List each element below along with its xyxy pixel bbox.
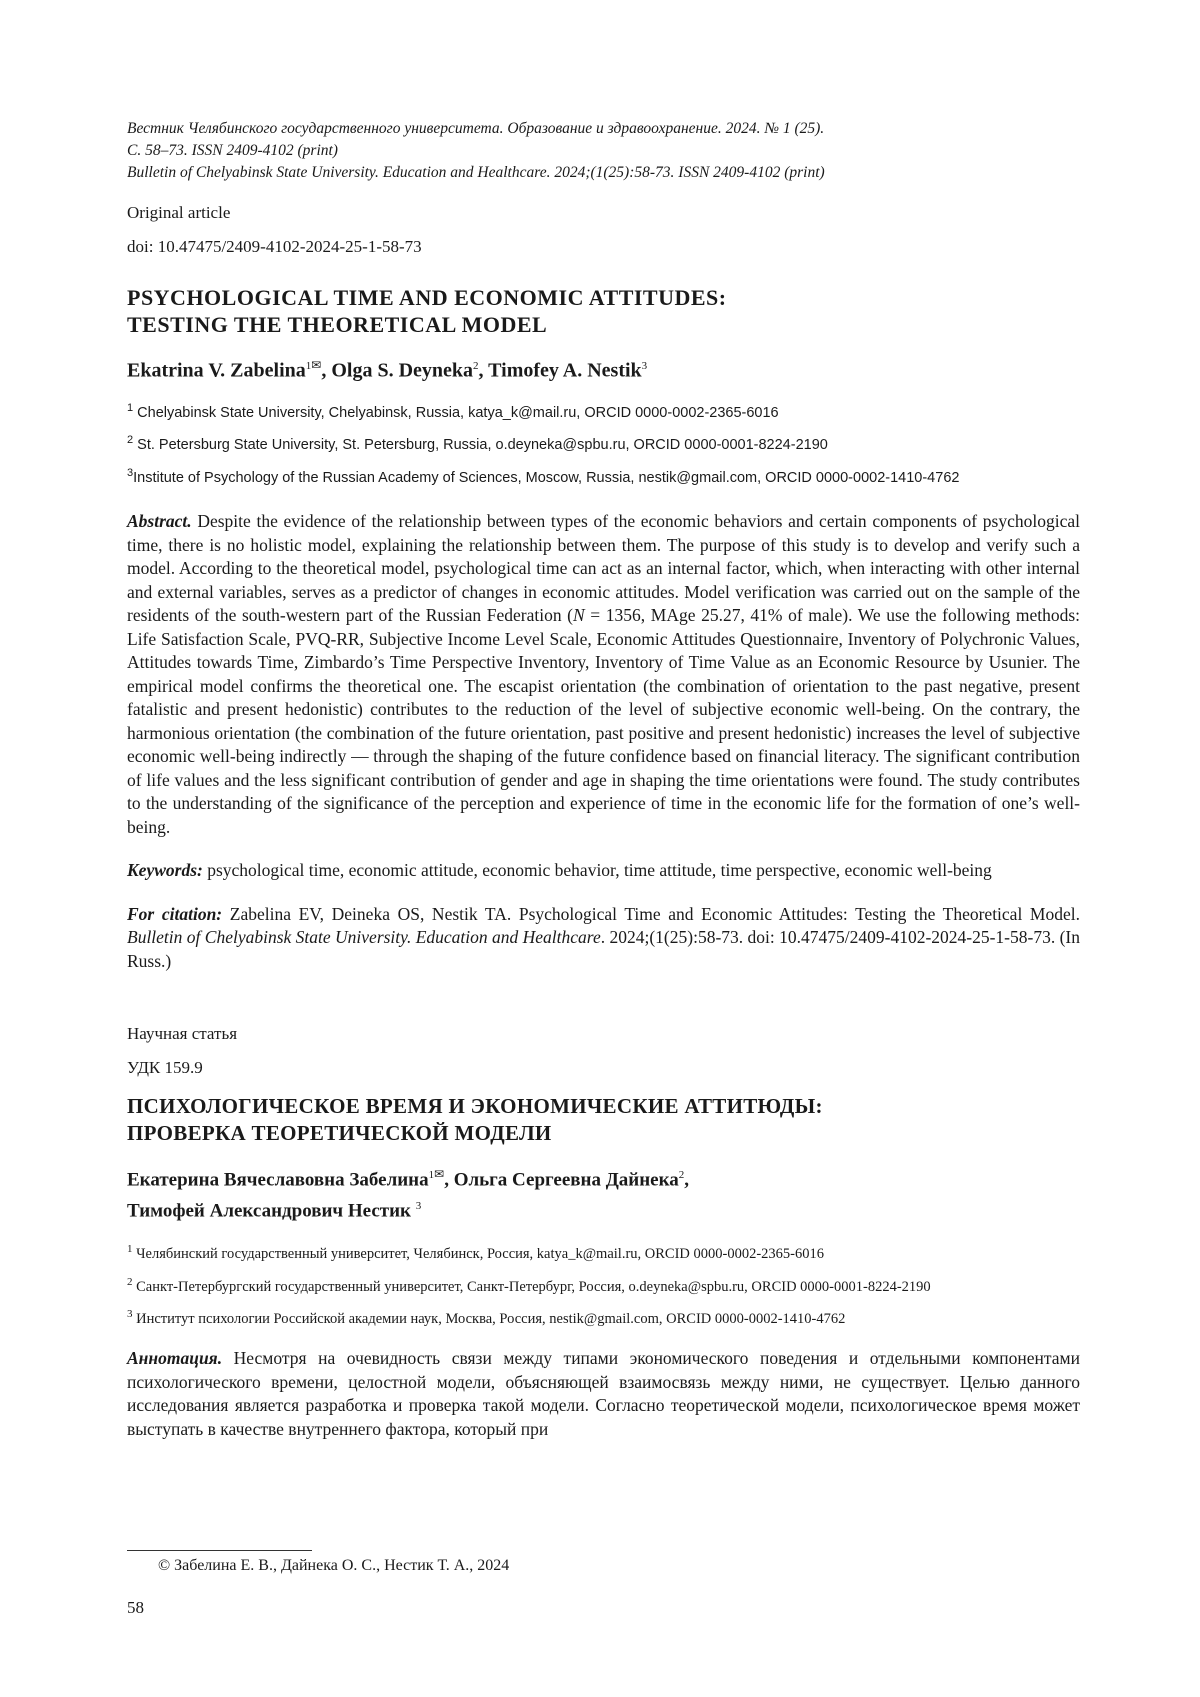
copyright-footnote: © Забелина Е. В., Дайнека О. С., Нестик Т. А., 2024 [158, 1557, 510, 1574]
author-name: Екатерина Вячеславовна Забелина [127, 1169, 429, 1191]
affiliation [127, 398, 1080, 423]
citation-text: . 2024;(1(25):58-73. doi: 10.47475/2409-4102-2024-25-1-58-73. (In Russ.) [127, 927, 1080, 971]
journal-pages-ru: С. 58–73. ISSN 2409-4102 (print) [127, 142, 338, 159]
author-sup: 3 [415, 1200, 422, 1213]
keywords-label: Keywords: [127, 860, 203, 881]
author-name: Ольга Сергеевна Дайнека [453, 1169, 679, 1191]
keywords-text: psychological time, economic attitude, economic behavior, time attitude, time perspective, economic well-being [202, 860, 992, 881]
affiliation-sup: 3 [127, 467, 134, 480]
author-name: Olga S. Deyneka [331, 359, 474, 382]
author-list: Ekatrina V. Zabelina$^{1✉}$, Olga S. Deyneka$^2$, Timofey A. Nestik$^3$ [127, 358, 648, 382]
article-page [127, 118, 1080, 1441]
author-name: Ekatrina V. Zabelina [127, 359, 306, 382]
abstract-n: N [573, 605, 585, 626]
journal-header [127, 118, 1080, 184]
title-line-1: PSYCHOLOGICAL TIME AND ECONOMIC ATTITUDES: [127, 285, 727, 310]
article-type-ru: Научная статья [127, 1024, 238, 1044]
title-ru-line-2: ПРОВЕРКА ТЕОРЕТИЧЕСКОЙ МОДЕЛИ [127, 1121, 552, 1146]
udc: УДК 159.9 [127, 1058, 203, 1078]
abstract-label-ru: Аннотация. [127, 1348, 223, 1369]
author-sup: 1 [305, 360, 312, 372]
article-title-ru [127, 1093, 1080, 1147]
citation-label: For citation: [127, 903, 223, 924]
title-ru-line-1: ПСИХОЛОГИЧЕСКОЕ ВРЕМЯ И ЭКОНОМИЧЕСКИЕ АТТИТЮДЫ: [127, 1094, 823, 1119]
abstract-text-ru: Несмотря на очевидность связи между типами экономического поведения и отдельными компонентами психологического времени, целостной модели, объясняющей взаимосвязь между ними, не существует. Целью данного исследования является разработка и проверка такой модели. Согласно теоретической модели, психологическое время может выступать в качестве внутреннего фактора, который при [127, 1348, 1080, 1439]
affiliation-text: Институт психологии Российской академии наук, Москва, Россия, nestik@gmail.com, ORCID 0000-0002-1410-4762 [136, 1311, 846, 1328]
title-line-2: TESTING THE THEORETICAL MODEL [127, 312, 548, 337]
affiliation-text: Chelyabinsk State University, Chelyabinsk, Russia, katya_k@mail.ru, ORCID 0000-0002-2365-6016 [137, 404, 779, 421]
author-sup: 2 [678, 1169, 685, 1182]
article-type: Original article [127, 203, 231, 222]
affiliation-sup: 3 [127, 1308, 133, 1321]
envelope-icon: ✉ [311, 358, 322, 372]
affiliation [127, 463, 1080, 488]
author-sup: 3 [641, 360, 648, 372]
envelope-icon: ✉ [434, 1167, 445, 1182]
keywords [127, 859, 1080, 883]
page-number: 58 [127, 1598, 144, 1617]
abstract-ru [127, 1347, 1080, 1441]
affiliation-text: Челябинский государственный университет, Челябинск, Россия, katya_k@mail.ru, ORCID 0000-0002-2365-6016 [136, 1245, 825, 1262]
affiliation-text: St. Petersburg State University, St. Petersburg, Russia, o.deyneka@spbu.ru, ORCID 0000-0001-8224-2190 [137, 437, 828, 454]
affiliation [127, 1272, 1080, 1297]
citation-journal: Bulletin of Chelyabinsk State University. Education and Healthcare [127, 927, 601, 948]
abstract [127, 510, 1080, 839]
citation-text: Zabelina EV, Deineka OS, Nestik TA. Psychological Time and Economic Attitudes: Testing the Theoretical Model. [222, 903, 1080, 924]
russian-block [127, 1023, 1080, 1441]
abstract-text: Despite the evidence of the relationship between types of the economic behaviors and certain components of psychological time, there is no holistic model, explaining the relationship between them. The purpose of this study is to develop and verify such a model. According to the theoretical model, psychological time can act as an internal factor, which, when interacting with other internal and external variables, serves as a predictor of changes in economic attitudes. Model verification was carried out on the sample of the residents of the south-western part of the Russian Federation ( [127, 511, 1080, 626]
journal-line-en: Bulletin of Chelyabinsk State University. Education and Healthcare. 2024;(1(25):58-73. ISSN 2409-4102 (print) [127, 164, 825, 181]
author-list-ru: Екатерина Вячеславовна Забелина$^{1✉}$, Ольга Сергеевна Дайнека$^2$, Тимофей Александрович Нестик $^3$ [127, 1167, 690, 1222]
abstract-text: = 1356, MAge 25.27, 41% of male). We use the following methods: Life Satisfaction Scale, PVQ-RR, Subjective Income Level Scale, Economic Attitudes Questionnaire, Inventory of Polychronic Values, Attitudes towards Time, Zimbardo’s Time Perspective Inventory, Inventory of Time Value as an Economic Resource by Usunier. The empirical model confirms the theoretical one. The escapist orientation (the combination of orientation to the past negative, present fatalistic and present hedonistic) contributes to the reduction of the level of subjective economic well-being. On the contrary, the harmonious orientation (the combination of the future orientation, past positive and present hedonistic) increases the level of subjective economic well-being indirectly — through the shaping of the future confidence based on financial literacy. The significant contribution of life values and the less significant contribution of gender and age in shaping the time orientations were found. The study contributes to the understanding of the significance of the perception and experience of time in the economic life for the formation of one’s well-being. [127, 605, 1080, 837]
affiliation-text: Institute of Psychology of the Russian Academy of Sciences, Moscow, Russia, nestik@gmail.com, ORCID 0000-0002-1410-4762 [133, 470, 960, 487]
affiliation-sup: 2 [127, 434, 134, 447]
doi[interactable]: doi: 10.47475/2409-4102-2024-25-1-58-73 [127, 237, 422, 256]
abstract-label: Abstract. [127, 511, 192, 532]
affiliation [127, 1239, 1080, 1264]
citation [127, 903, 1080, 974]
affiliation-list [127, 398, 1080, 488]
affiliation [127, 430, 1080, 455]
affiliation-sup: 1 [127, 1242, 133, 1255]
affiliation [127, 1304, 1080, 1329]
journal-line-ru: Вестник Челябинского государственного университета. Образование и здравоохранение. 2024. № 1 (25). [127, 120, 825, 137]
affiliation-list-ru [127, 1239, 1080, 1329]
article-title [127, 284, 1080, 338]
affiliation-text: Санкт-Петербургский государственный университет, Санкт-Петербург, Россия, o.deyneka@spbu.ru, ORCID 0000-0001-8224-2190 [136, 1278, 931, 1295]
author-sup: 2 [473, 360, 479, 372]
footnote-divider [127, 1550, 312, 1551]
author-name: Тимофей Александрович Нестик [127, 1200, 411, 1222]
author-name: Timofey A. Nestik [488, 359, 642, 382]
affiliation-sup: 2 [127, 1275, 133, 1288]
affiliation-sup: 1 [127, 401, 134, 414]
author-sup: 1 [428, 1169, 435, 1182]
